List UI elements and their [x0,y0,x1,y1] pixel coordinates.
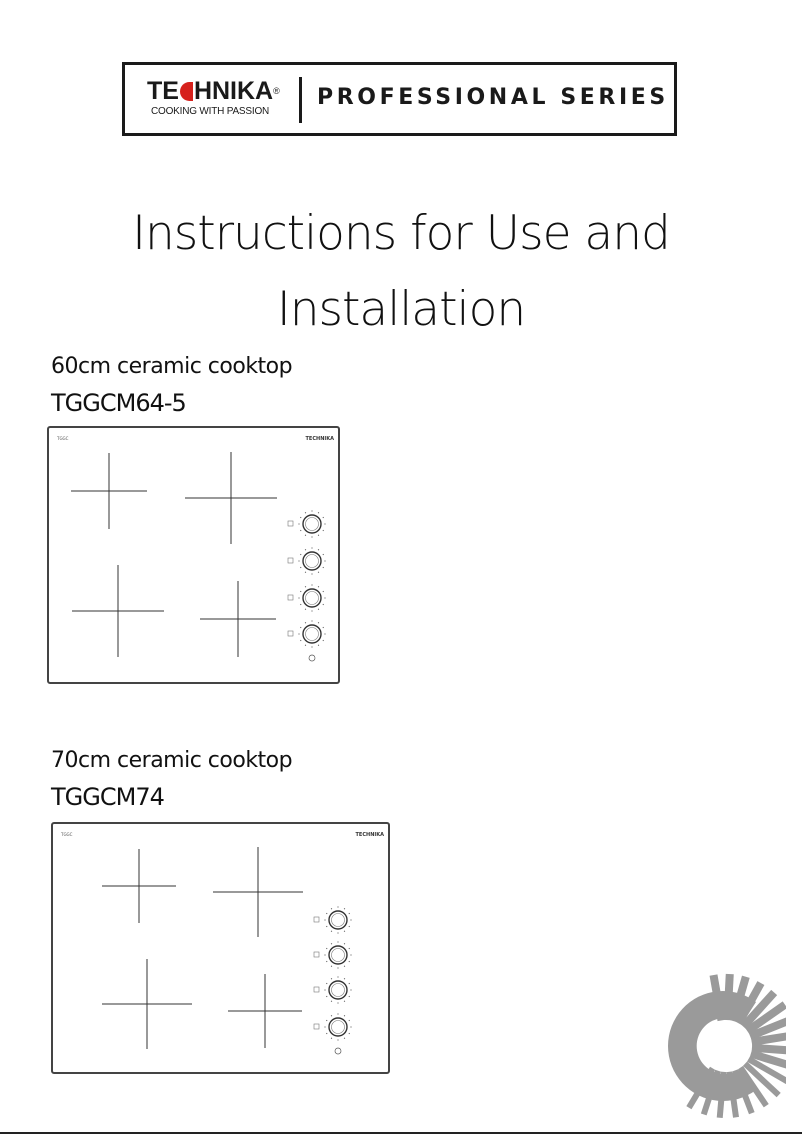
document-title [0,196,802,348]
brand-logo-box [122,62,677,136]
knob-tick [300,517,301,518]
knob-tick [324,560,325,561]
knob-tick [349,983,350,984]
knob-tick [305,586,306,587]
panel-label: TGGC [57,436,69,441]
control-knob-2 [288,547,326,574]
control-knob-1 [288,510,326,537]
knob-tick [300,530,301,531]
knob-tick [305,572,306,573]
knob-tick [298,560,299,561]
knob-tick [331,908,332,909]
knob-tick [305,549,306,550]
knob-tick [324,989,325,990]
knob-tick [344,978,345,979]
knob-tick [337,941,338,942]
title-line-1: Instructions for Use and [132,206,670,261]
knob-tick [349,961,350,962]
knob-tick [300,567,301,568]
knob-tick [318,645,319,646]
knob-tick [311,584,312,585]
knob-tick [311,573,312,574]
knob-tick [337,906,338,907]
knob-tick [324,919,325,920]
trademark: ® [273,86,280,96]
knob-inner [306,518,319,531]
knob-tick [344,908,345,909]
product-2-subtitle: 70cm ceramic cooktop [51,748,293,773]
panel-brand: TECHNIKA [305,436,334,442]
knob-tick [324,597,325,598]
control-knob-1 [314,906,352,933]
product-2-model: TGGCM74 [51,783,164,811]
knob-tick [323,640,324,641]
knob-tick [305,645,306,646]
knob-tick [318,622,319,623]
cooktop-svg [53,824,392,1076]
knob-tick [326,913,327,914]
knob-tick [311,536,312,537]
cooktop-diagram-70cm [51,822,390,1074]
knob-inner [306,592,319,605]
knob-tick [331,943,332,944]
knob-tick [326,1020,327,1021]
logo-divider [299,77,302,123]
control-knob-2 [314,941,352,968]
knob-tick [323,604,324,605]
knob-inner [332,984,345,997]
knob-inner [332,949,345,962]
knob-inner [332,1021,345,1034]
power-icon [335,1048,341,1054]
panel-label: TGGC [61,832,73,837]
burner-indicator-icon [314,917,319,922]
knob-tick [300,604,301,605]
product-1-model: TGGCM64-5 [51,389,186,417]
knob-tick [318,572,319,573]
knob-tick [298,523,299,524]
knob-tick [337,1039,338,1040]
knob-tick [337,932,338,933]
knob-tick [318,549,319,550]
knob-tick [323,530,324,531]
cooktop-diagram-60cm [47,426,340,684]
burner-indicator-icon [288,595,293,600]
knob-tick [300,554,301,555]
knob-tick [344,1015,345,1016]
knob-tick [323,591,324,592]
knob-tick [349,926,350,927]
knob-tick [318,609,319,610]
knob-tick [344,943,345,944]
title-line-2: Installation [276,282,526,337]
swirl-c-icon [652,966,786,1122]
knob-tick [323,567,324,568]
knob-tick [323,517,324,518]
knob-inner [306,555,319,568]
knob-tick [318,535,319,536]
knob-tick [331,931,332,932]
knob-tick [350,954,351,955]
knob-tick [337,1013,338,1014]
burner-indicator-icon [288,521,293,526]
bottom-rule [0,1132,802,1134]
series-name: PROFESSIONAL SERIES [317,85,669,110]
knob-inner [332,914,345,927]
knob-tick [349,913,350,914]
knob-tick [349,1020,350,1021]
burner-indicator-icon [288,558,293,563]
knob-tick [350,919,351,920]
knob-tick [323,554,324,555]
swirl-ray [752,1048,786,1051]
burner-indicator-icon [314,1024,319,1029]
knob-tick [350,989,351,990]
knob-tick [311,547,312,548]
knob-tick [305,512,306,513]
power-icon [309,655,315,661]
panel-brand: TECHNIKA [355,832,384,838]
knob-tick [311,610,312,611]
knob-inner [306,628,319,641]
knob-tick [331,978,332,979]
brand-c-icon [180,82,193,101]
knob-tick [324,633,325,634]
knob-tick [326,1033,327,1034]
knob-tick [323,627,324,628]
knob-tick [298,633,299,634]
burner-indicator-icon [314,952,319,957]
knob-tick [331,1038,332,1039]
knob-tick [305,535,306,536]
brand-suffix: HNIKA [193,77,274,105]
knob-tick [344,931,345,932]
knob-tick [349,1033,350,1034]
knob-tick [344,1038,345,1039]
knob-tick [337,976,338,977]
knob-tick [324,523,325,524]
knob-tick [311,510,312,511]
control-knob-4 [288,620,326,647]
knob-tick [331,1001,332,1002]
knob-tick [349,996,350,997]
burner-indicator-icon [288,631,293,636]
knob-tick [337,967,338,968]
knob-tick [331,1015,332,1016]
knob-tick [311,620,312,621]
brand-prefix: TE [147,77,179,105]
knob-tick [326,926,327,927]
knob-tick [337,1002,338,1003]
knob-tick [326,983,327,984]
knob-tick [344,1001,345,1002]
knob-tick [331,966,332,967]
brand-tagline: COOKING WITH PASSION [151,106,270,117]
knob-tick [326,948,327,949]
control-knob-3 [314,976,352,1003]
knob-tick [318,586,319,587]
knob-tick [324,1026,325,1027]
cooktop-svg [49,428,342,686]
knob-tick [344,966,345,967]
knob-tick [300,627,301,628]
burner-indicator-icon [314,987,319,992]
knob-tick [324,954,325,955]
knob-tick [305,609,306,610]
product-1-subtitle: 60cm ceramic cooktop [51,354,293,379]
swirl-arc [668,991,756,1101]
knob-tick [298,597,299,598]
knob-tick [350,1026,351,1027]
knob-tick [300,591,301,592]
control-knob-4 [314,1013,352,1040]
knob-tick [311,646,312,647]
knob-tick [326,996,327,997]
knob-tick [305,622,306,623]
control-knob-3 [288,584,326,611]
knob-tick [300,640,301,641]
knob-tick [318,512,319,513]
knob-tick [326,961,327,962]
brand-logo [147,77,280,105]
knob-tick [349,948,350,949]
